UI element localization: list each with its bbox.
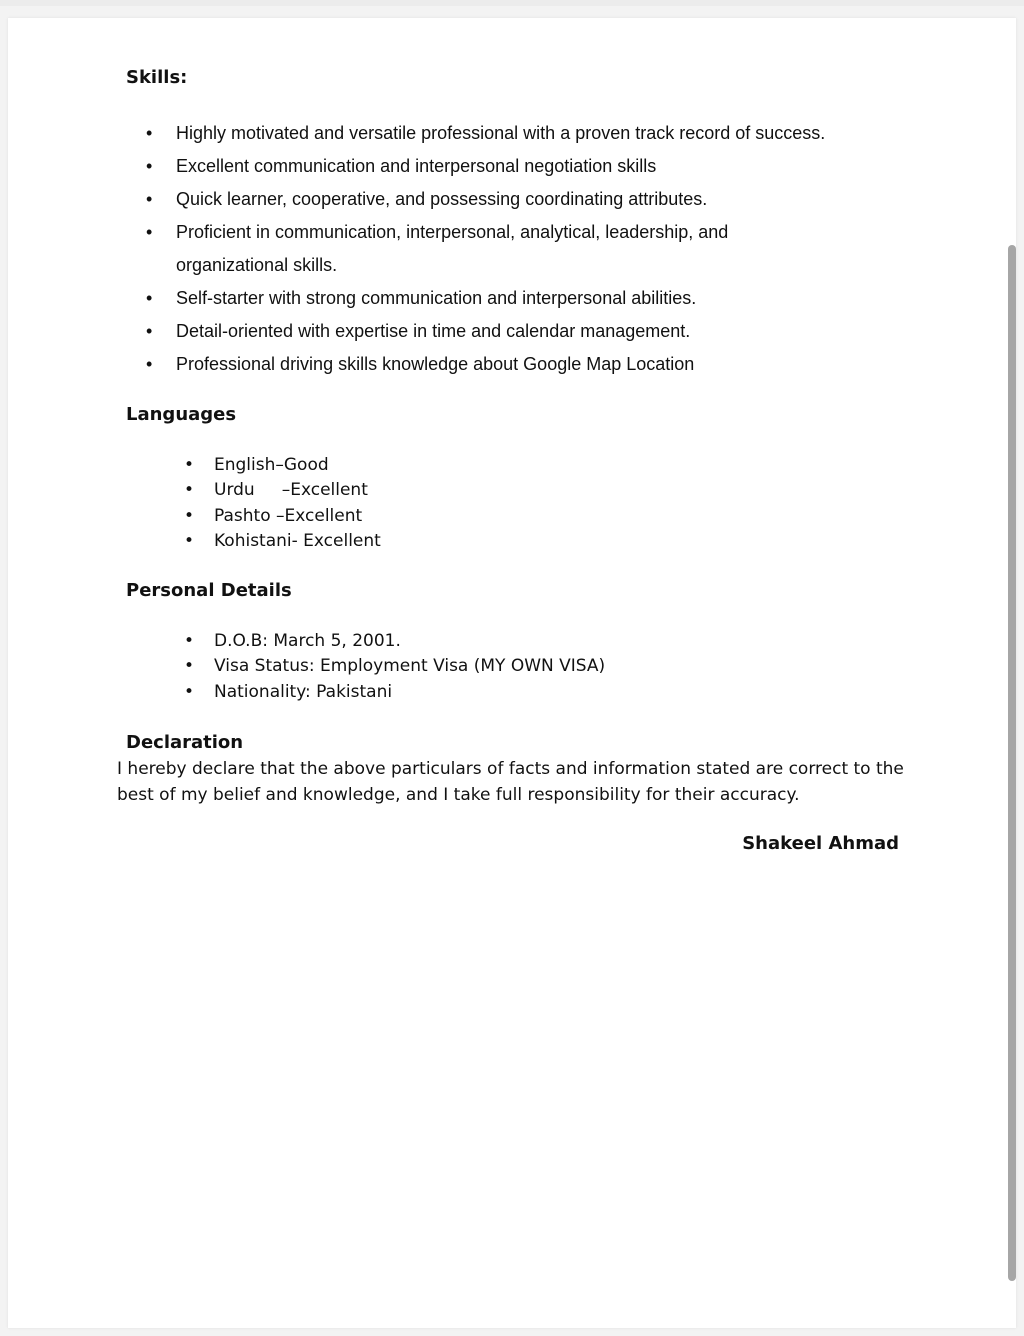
list-item: • English–Good — [184, 453, 381, 478]
list-item: • Pashto –Excellent — [184, 504, 381, 529]
list-item: • Kohistani- Excellent — [184, 529, 381, 554]
list-item: • Proficient in communication, interpersonal, analytical, leadership, and organizational skills. — [146, 216, 826, 282]
personal-details-heading: Personal Details — [126, 580, 292, 601]
list-item: • Visa Status: Employment Visa (MY OWN VISA) — [184, 654, 605, 679]
list-item: • Nationality: Pakistani — [184, 680, 605, 705]
signature-name: Shakeel Ahmad — [742, 833, 899, 854]
languages-heading: Languages — [126, 404, 237, 425]
list-item: • Excellent communication and interpersonal negotiation skills — [146, 150, 946, 183]
list-item: • D.O.B: March 5, 2001. — [184, 629, 605, 654]
viewer-top-bar — [0, 0, 1024, 6]
languages-list — [184, 453, 381, 554]
list-item: • Detail-oriented with expertise in time and calendar management. — [146, 315, 946, 348]
skills-list — [146, 117, 946, 381]
declaration-heading: Declaration — [126, 732, 244, 753]
personal-details-list — [184, 629, 605, 705]
list-item: • Highly motivated and versatile professional with a proven track record of success. — [146, 117, 946, 150]
list-item: • Urdu –Excellent — [184, 478, 381, 503]
list-item: • Quick learner, cooperative, and possessing coordinating attributes. — [146, 183, 946, 216]
skills-heading: Skills: — [126, 67, 188, 88]
vertical-scrollbar[interactable] — [1008, 245, 1016, 1281]
list-item: • Self-starter with strong communication and interpersonal abilities. — [146, 282, 946, 315]
list-item: • Professional driving skills knowledge about Google Map Location — [146, 348, 946, 381]
declaration-text: I hereby declare that the above particulars of facts and information stated are correct to the best of my belief and knowledge, and I take full responsibility for their accuracy. — [117, 759, 904, 805]
